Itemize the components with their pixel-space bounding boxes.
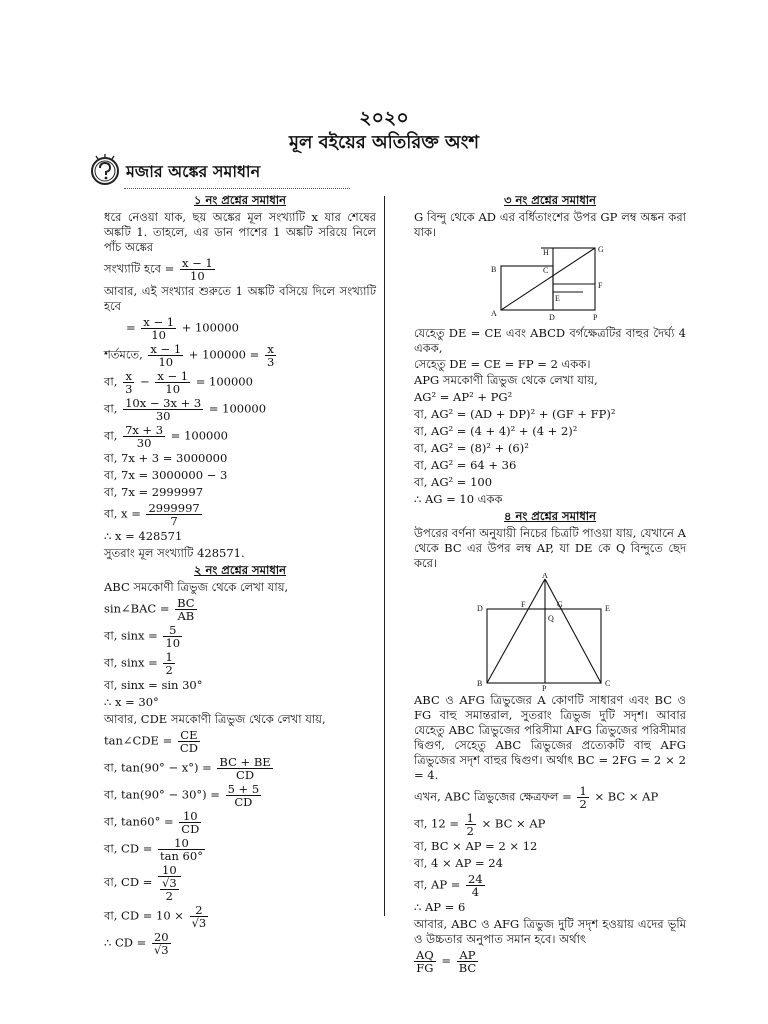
q4-line1: এখন, ABC ত্রিভুজের ক্ষেত্রফল = $\frac{1}{2}$ × BC × AP (414, 784, 659, 811)
q1-line6: বা, $\frac{7x + 3}{30}$ = 100000 (104, 423, 228, 450)
left-column (104, 192, 376, 958)
fig3-label-f: F (598, 281, 603, 290)
q2-line7: বা, tan(90° − x°) = $\frac{BC + BE}{CD}$ (104, 755, 271, 782)
q1-line11: ∴ x = 428571 (104, 529, 183, 543)
q2-line1: sin∠BAC = $\frac{BC}{AB}$ (104, 596, 195, 623)
q3-line1: AG² = AP² + PG² (414, 390, 513, 404)
q1-line5: বা, $\frac{10x - 3x + 3}{30}$ = 100000 (104, 396, 267, 423)
fig3-label-c: C (543, 266, 549, 275)
q3-line2: বা, AG² = (AD + DP)² + (GF + FP)² (414, 407, 616, 421)
q1-line10: বা, x = $\frac{2999997}{7}$ (104, 501, 200, 528)
fig4-label-c: C (605, 679, 611, 688)
q3-para1: G বিন্দু থেকে AD এর বর্ধিতাংশের উপর GP লম্ব অঙ্কন করা যাক। (414, 210, 686, 239)
q1-line4: বা, $\frac{x}{3}$ − $\frac{x - 1}{10}$ = 100000 (104, 369, 253, 396)
q4-para3: আবার, ABC ও AFG ত্রিভুজ দুটি সদৃশ হওয়ায় এদের ভূমি ও উচ্চতার অনুপাত সমান হবে। অর্থাৎ (414, 917, 686, 946)
q2-line13: ∴ CD = $\frac{20}{√3}$ (104, 930, 169, 957)
fig3-label-g: G (598, 245, 604, 254)
q1-line9: বা, 7x = 2999997 (104, 485, 204, 499)
section-title: মজার অঙ্কের সমাধান (126, 162, 261, 181)
fig3-label-d: D (549, 313, 555, 322)
column-divider (384, 196, 385, 916)
q4-figure (475, 573, 625, 691)
q4-para1: উপরের বর্ণনা অনুযায়ী নিচের চিত্রটি পাওয়া যায়, যেখানে A থেকে BC এর উপর লম্ব AP, যা DE কে Q বিন্দুতে ছেদ করে। (414, 526, 686, 570)
q2-line8: বা, tan(90° − 30°) = $\frac{5 + 5}{CD}$ (104, 782, 260, 809)
q1-para2: আবার, এই সংখ্যার শুরুতে 1 অঙ্কটি বসিয়ে দিলে সংখ্যাটি হবে (104, 284, 376, 313)
q4-line5: বা, AP = $\frac{24}{4}$ (414, 872, 483, 899)
q2-line3: বা, sinx = $\frac{1}{2}$ (104, 650, 173, 677)
fig3-label-e: E (555, 294, 560, 303)
q2-line12: বা, CD = 10 × $\frac{2}{√3}$ (104, 903, 207, 930)
fig3-label-p: P (593, 313, 598, 322)
q3-line6: বা, AG² = 100 (414, 475, 493, 489)
q1-line2: = $\frac{x - 1}{10}$ + 100000 (126, 315, 239, 342)
q2-para1: ABC সমকোণী ত্রিভুজ থেকে লেখা যায়, (104, 580, 289, 594)
fig3-label-h: H (543, 248, 549, 257)
q4-line4: বা, 4 × AP = 24 (414, 856, 503, 870)
fig3-label-a: A (491, 309, 497, 318)
fig4-label-d: D (477, 604, 483, 613)
fig4-label-g: G (557, 600, 563, 609)
fig4-label-b: B (477, 679, 483, 688)
q4-line2: বা, 12 = $\frac{1}{2}$ × BC × AP (414, 811, 546, 838)
q2-line11: বা, CD = $\frac{10}{\frac{√3}{2}}$ (104, 864, 376, 902)
q2-heading: ২ নং প্রশ্নের সমাধান (193, 563, 287, 577)
page-subtitle: মূল বইয়ের অতিরিক্ত অংশ (288, 132, 480, 153)
fig4-label-a: A (542, 573, 548, 580)
q2-line10: বা, CD = $\frac{10}{\tan 60^\circ}$ (104, 836, 203, 863)
question-face-icon (88, 152, 122, 186)
q1-line1: সংখ্যাটি হবে = $\frac{x - 1}{10}$ (104, 256, 213, 283)
fig4-label-e: E (605, 604, 610, 613)
fig4-label-q: Q (548, 614, 554, 623)
q2-para2: আবার, CDE সমকোণী ত্রিভুজ থেকে লেখা যায়, (104, 712, 326, 726)
q3-line3: বা, AG² = (4 + 4)² + (4 + 2)² (414, 424, 578, 438)
q2-line9: বা, tan60° = $\frac{10}{CD}$ (104, 809, 200, 836)
q4-line6: ∴ AP = 6 (414, 900, 466, 914)
q3-line7: ∴ AG = 10 একক (414, 492, 503, 506)
q2-line2: বা, sinx = $\frac{5}{10}$ (104, 623, 181, 650)
q3-line5: বা, AG² = 64 + 36 (414, 458, 517, 472)
q2-line6: tan∠CDE = $\frac{CE}{CD}$ (104, 728, 198, 755)
q3-heading: ৩ নং প্রশ্নের সমাধান (503, 193, 597, 207)
fig4-label-f: F (521, 600, 526, 609)
q4-line7: $\frac{AQ}{FG}$ = $\frac{AP}{BC}$ (416, 948, 477, 975)
section-underline (124, 188, 350, 189)
q1-intro: ধরে নেওয়া যাক, ছয় অঙ্কের মূল সংখ্যাটি x যার শেষের অঙ্কটি 1. তাহলে, এর ডান পাশের 1 অঙ্কটি সরিয়ে নিলে পাঁচ অঙ্কের (104, 210, 376, 254)
q2-line5: ∴ x = 30° (104, 695, 159, 709)
q3-line4: বা, AG² = (8)² + (6)² (414, 441, 529, 455)
q4-line3: বা, BC × AP = 2 × 12 (414, 839, 538, 853)
q1-line8: বা, 7x = 3000000 − 3 (104, 468, 228, 482)
q4-para2: ABC ও AFG ত্রিভুজের A কোণটি সাধারণ এবং BC ও FG বাহু সমান্তরাল, সুতরাং ত্রিভুজ দুটি সদৃশ। আবার যেহেতু ABC ত্রিভুজের পরিসীমা AFG ত্রিভুজের পরিসীমার দ্বিগুণ, সেহেতু ABC ত্রিভুজের প্রত্যেকটি বাহু AFG ত্রিভুজের সদৃশ বাহুর দ্বিগুণ। অর্থাৎ BC = 2FG = 2 × 2 = 4. (414, 693, 686, 782)
q1-line7: বা, 7x + 3 = 3000000 (104, 451, 228, 465)
q1-line12: সুতরাং মূল সংখ্যাটি 428571. (104, 546, 245, 560)
q3-para3: সেহেতু DE = CE = FP = 2 একক। (414, 357, 591, 371)
year-title: ২০২০ (359, 107, 409, 129)
fig4-label-p: P (542, 684, 547, 691)
q3-para4: APG সমকোণী ত্রিভুজ থেকে লেখা যায়, (414, 373, 598, 387)
fig3-label-b: B (491, 265, 497, 274)
q2-line4: বা, sinx = sin 30° (104, 678, 203, 692)
q3-figure (485, 242, 615, 324)
right-column (414, 192, 686, 976)
q3-para2: যেহেতু DE = CE এবং ABCD বর্গক্ষেত্রটির বাহুর দৈর্ঘ্য 4 একক, (414, 326, 686, 355)
q4-heading: ৪ নং প্রশ্নের সমাধান (503, 509, 597, 523)
q1-line3: শর্তমতে, $\frac{x - 1}{10}$ + 100000 = $\frac{x}{3}$ (104, 342, 275, 369)
q1-heading: ১ নং প্রশ্নের সমাধান (193, 193, 287, 207)
